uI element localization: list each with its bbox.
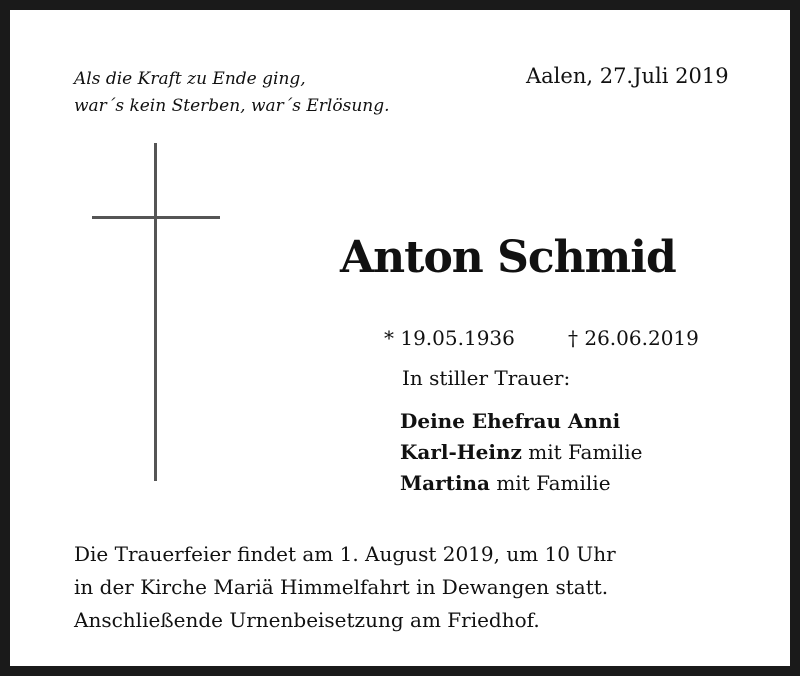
mourner-name: Deine Ehefrau Anni	[400, 409, 621, 433]
mourner-line	[400, 406, 642, 437]
deceased-name: Anton Schmid	[340, 232, 676, 283]
death-date: † 26.06.2019	[568, 326, 699, 350]
mourning-intro: In stiller Trauer:	[402, 366, 571, 390]
mourner-suffix: mit Familie	[521, 440, 643, 464]
mourner-suffix: mit Familie	[489, 471, 611, 495]
mourners-list	[400, 406, 642, 499]
service-line-2: in der Kirche Mariä Himmelfahrt in Dewangen statt.	[74, 575, 609, 599]
place-date: Aalen, 27.Juli 2019	[526, 64, 729, 88]
mourner-name: Martina	[400, 471, 490, 495]
poem-line-1: Als die Kraft zu Ende ging,	[74, 69, 306, 89]
mourner-line	[400, 437, 642, 468]
service-line-3: Anschließende Urnenbeisetzung am Friedhof.	[74, 608, 540, 632]
mourner-line	[400, 468, 642, 499]
cross-icon	[154, 143, 157, 481]
poem-line-2: war´s kein Sterben, war´s Erlösung.	[74, 96, 390, 116]
service-line-1: Die Trauerfeier findet am 1. August 2019, um 10 Uhr	[74, 542, 616, 566]
cross-icon-bar	[92, 216, 220, 219]
birth-date: * 19.05.1936	[384, 326, 515, 350]
funeral-service-info	[74, 538, 616, 637]
poem-verse	[74, 66, 390, 120]
mourner-name: Karl-Heinz	[400, 440, 522, 464]
